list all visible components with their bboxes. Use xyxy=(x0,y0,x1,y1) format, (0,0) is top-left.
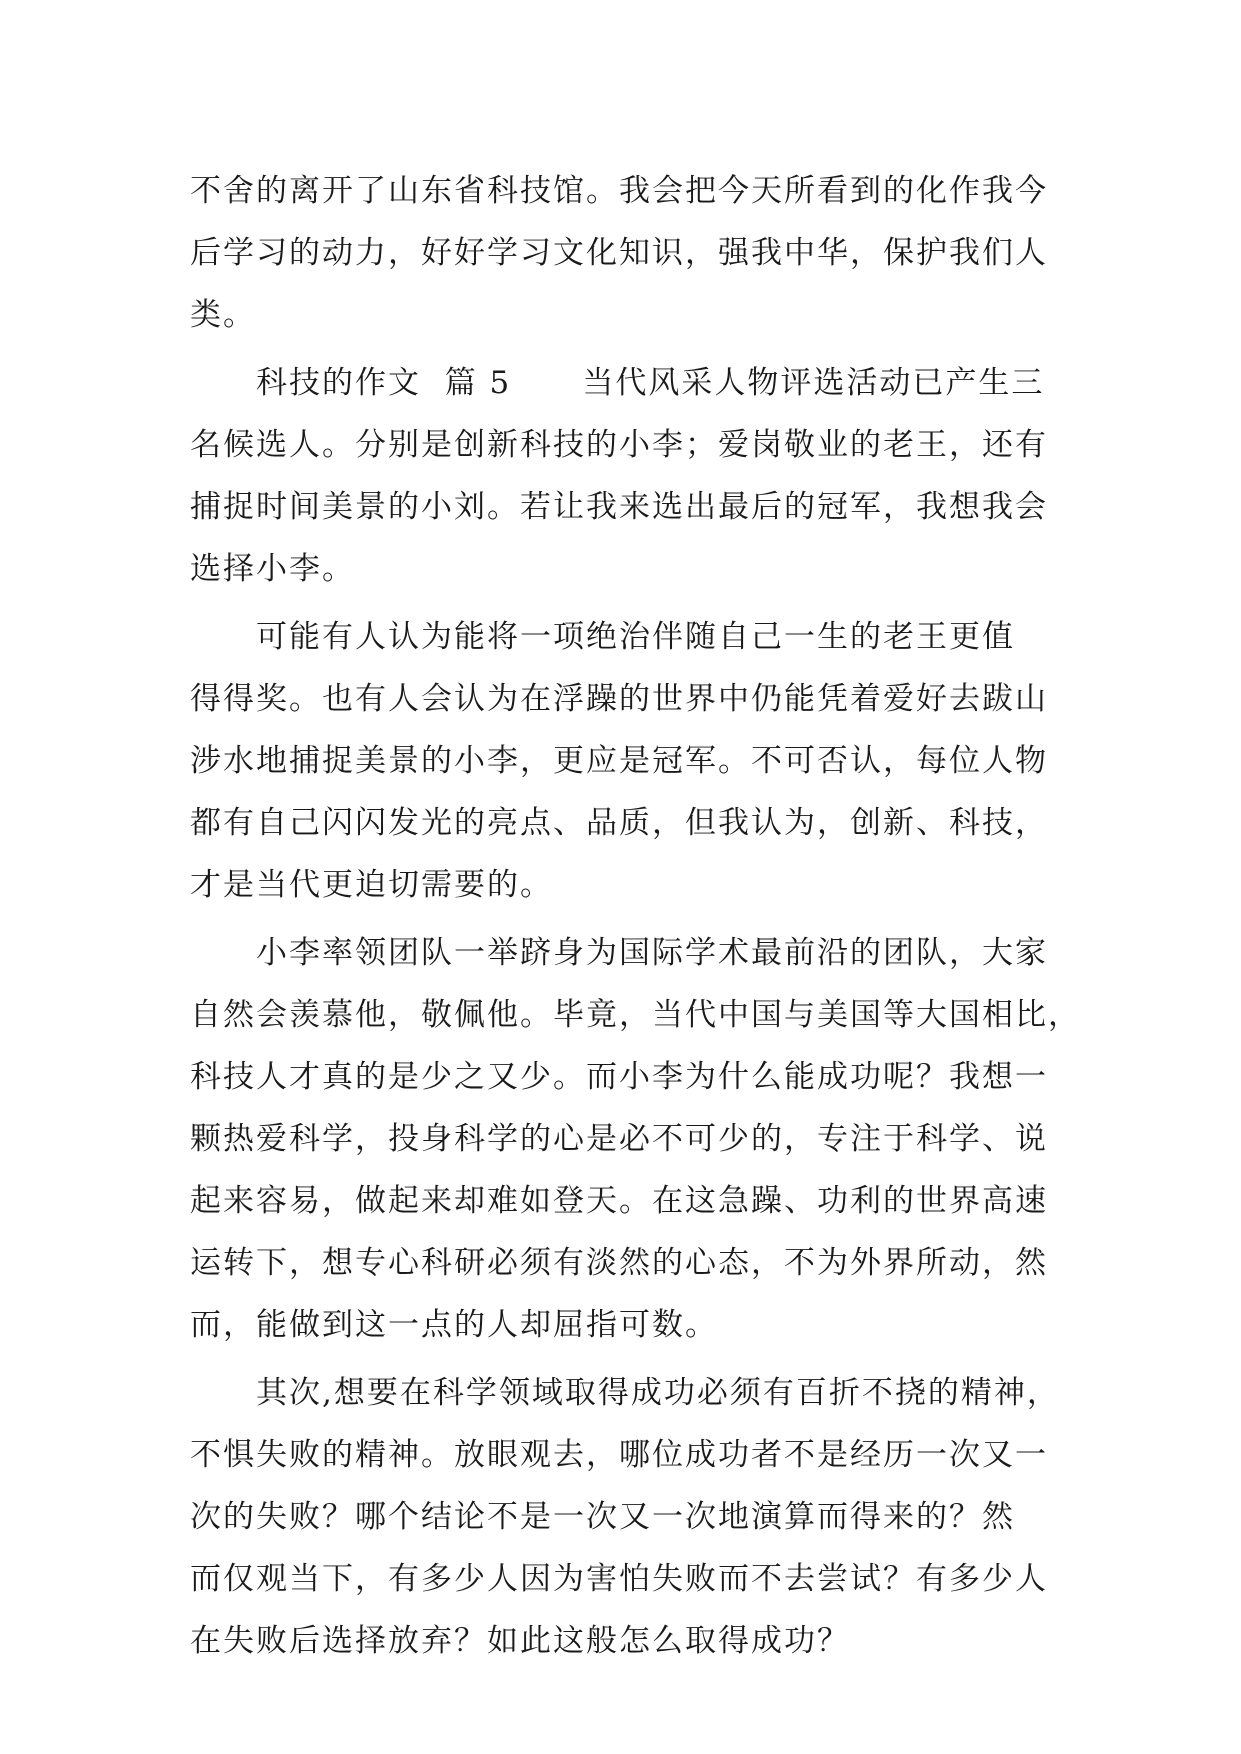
text-line: 自然会羡慕他，敬佩他。毕竟，当代中国与美国等大国相比， xyxy=(190,997,1081,1033)
text-line: 后学习的动力，好好学习文化知识，强我中华，保护我们人 xyxy=(190,235,1048,271)
text-line: 捕捉时间美景的小刘。若让我来选出最后的冠军，我想我会 xyxy=(190,489,1048,525)
text-line: 其次,想要在科学领域取得成功必须有百折不挠的精神， xyxy=(256,1375,1060,1411)
text-line: 选择小李。 xyxy=(190,551,355,587)
text-line: 可能有人认为能将一项绝治伴随自己一生的老王更值 xyxy=(256,619,1015,655)
section-heading-line: 科技的作文 篇 5 当代风采人物评选活动已产生三 xyxy=(256,365,1045,401)
paragraph xyxy=(190,160,1050,346)
text-line: 科技人才真的是少之又少。而小李为什么能成功呢？我想一 xyxy=(190,1059,1048,1095)
text-line: 而仅观当下，有多少人因为害怕失败而不去尝试？有多少人 xyxy=(190,1561,1048,1597)
text-line: 而，能做到这一点的人却屈指可数。 xyxy=(190,1307,718,1343)
text-line: 类。 xyxy=(190,297,256,333)
text-line: 才是当代更迫切需要的。 xyxy=(190,867,553,903)
text-line: 小李率领团队一举跻身为国际学术最前沿的团队，大家 xyxy=(256,935,1048,971)
text-line: 起来容易，做起来却难如登天。在这急躁、功利的世界高速 xyxy=(190,1183,1048,1219)
text-line: 涉水地捕捉美景的小李，更应是冠军。不可否认，每位人物 xyxy=(190,743,1048,779)
text-line: 次的失败？哪个结论不是一次又一次地演算而得来的？然 xyxy=(190,1499,1015,1535)
text-line: 不舍的离开了山东省科技馆。我会把今天所看到的化作我今 xyxy=(190,173,1048,209)
paragraph xyxy=(190,352,1050,600)
text-line: 颗热爱科学，投身科学的心是必不可少的，专注于科学、说 xyxy=(190,1121,1048,1157)
text-line: 运转下，想专心科研必须有淡然的心态，不为外界所动，然 xyxy=(190,1245,1048,1281)
paragraph xyxy=(190,1362,1060,1672)
text-line: 都有自己闪闪发光的亮点、品质，但我认为，创新、科技， xyxy=(190,805,1048,841)
text-line: 得得奖。也有人会认为在浮躁的世界中仍能凭着爱好去跋山 xyxy=(190,681,1048,717)
text-line: 在失败后选择放弃？如此这般怎么取得成功？ xyxy=(190,1623,850,1659)
paragraph xyxy=(190,922,1081,1356)
text-line: 不惧失败的精神。放眼观去，哪位成功者不是经历一次又一 xyxy=(190,1437,1048,1473)
document-body xyxy=(190,160,1081,1672)
text-line: 名候选人。分别是创新科技的小李；爱岗敬业的老王，还有 xyxy=(190,427,1048,463)
paragraph xyxy=(190,606,1050,916)
